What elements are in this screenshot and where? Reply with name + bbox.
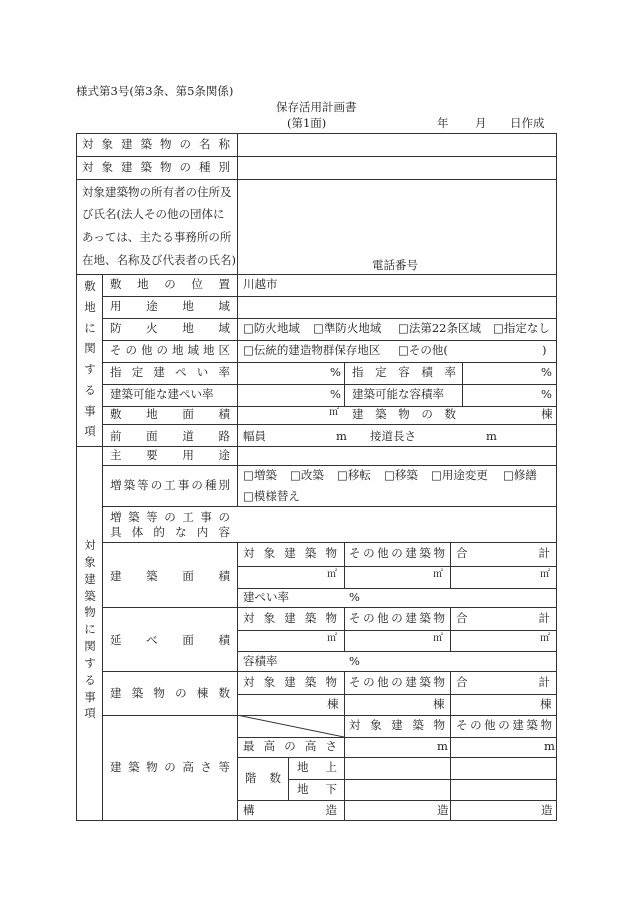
below-ground-label: 地 下 (297, 782, 337, 796)
rule (344, 607, 345, 651)
rule (344, 715, 345, 821)
height-target-header: 対 象 建 築 物 (349, 718, 445, 732)
work-option-use-change[interactable]: □用途変更 (431, 468, 488, 482)
work-option-extension[interactable]: □増築 (243, 468, 277, 482)
other-zone-label: そ の 他 の 地 域 地 区 (110, 343, 230, 357)
coverage-label: 指 定 建 ぺ い 率 (110, 365, 230, 379)
fire-option-fire-zone[interactable]: □防火地域 (243, 321, 300, 335)
coverage-ratio-label: 建ぺい率 (243, 590, 289, 604)
form-number: 様式第3号(第3条、第5条関係) (76, 84, 234, 98)
far-ratio-label: 容積率 (243, 654, 278, 668)
rule (450, 671, 451, 715)
road-width-unit: m (336, 429, 347, 443)
owner-label-line3: あっては、主たる事務所の所 (82, 230, 232, 244)
above-ground-label: 地 上 (297, 760, 337, 774)
building-area-other-unit: ㎡ (433, 569, 443, 580)
count-target-unit: 棟 (327, 697, 339, 711)
height-other-header: そ の 他 の 建 築 物 (456, 718, 552, 732)
building-area-target-unit: ㎡ (327, 569, 337, 580)
year-label: 年 (437, 116, 449, 130)
road-label: 前 面 道 路 (110, 429, 230, 443)
site-area-unit: ㎡ (329, 407, 339, 418)
floor-area-target-unit: ㎡ (327, 633, 337, 644)
max-height-other-unit: m (544, 739, 555, 753)
structure-other-unit: 造 (541, 803, 553, 817)
count-target-header: 対 象 建 築 物 (243, 675, 337, 689)
building-area-other-header: そ の 他 の 建 築 物 (349, 546, 445, 560)
building-area-target-header: 対 象 建 築 物 (243, 546, 337, 560)
owner-label-line4: 在地、名称及び代表者の氏名) (82, 253, 236, 267)
fire-option-none[interactable]: □指定なし (493, 321, 550, 335)
far-label: 指 定 容 積 率 (352, 365, 456, 379)
floors-label: 階 数 (245, 771, 281, 785)
fire-zone-label: 防 火 地 域 (110, 321, 230, 335)
rule (237, 800, 557, 801)
rule (102, 671, 557, 672)
rule (102, 506, 557, 507)
rule (76, 274, 557, 275)
created-date-label: 日作成 (510, 116, 545, 130)
frontage-label: 接道長さ (370, 429, 416, 443)
floor-area-other-header: そ の 他 の 建 築 物 (349, 611, 445, 625)
rule (237, 651, 557, 652)
site-location-value: 川越市 (243, 277, 278, 291)
form-title: 保存活用計画書 (276, 100, 357, 114)
rule (102, 318, 557, 319)
use-zone-label: 用 途 地 域 (110, 299, 230, 313)
coverage-percent: % (330, 365, 341, 379)
work-option-transfer[interactable]: □移築 (384, 468, 418, 482)
fire-option-article22[interactable]: □法第22条区域 (398, 321, 481, 335)
count-other-unit: 棟 (433, 697, 445, 711)
work-detail-line1: 増 築 等 の 工 事 の (110, 510, 230, 524)
rule (237, 757, 557, 758)
other-zone-close-paren: ) (542, 343, 547, 357)
building-area-total-unit: ㎡ (540, 569, 550, 580)
rule (237, 133, 238, 274)
building-count-label: 建 築 物 の 数 (352, 407, 456, 421)
floor-area-total-header: 合 計 (456, 611, 550, 625)
rule (450, 715, 451, 821)
allowed-coverage-percent: % (330, 387, 341, 401)
rule (288, 757, 289, 800)
floor-area-total-unit: ㎡ (540, 633, 550, 644)
main-use-label: 主 要 用 途 (110, 448, 230, 462)
phone-label: 電話番号 (372, 258, 418, 272)
rule (450, 607, 451, 651)
rule (102, 542, 557, 543)
other-zone-historic-option[interactable]: □伝統的建造物群保存地区 (243, 343, 381, 357)
allowed-far-percent: % (541, 387, 552, 401)
rule (288, 779, 557, 780)
fire-option-quasi-fire-zone[interactable]: □準防火地域 (313, 321, 382, 335)
rule (237, 630, 557, 631)
height-section-label: 建 築 物 の 高 さ 等 (110, 760, 230, 774)
rule (102, 465, 557, 466)
rule (102, 607, 557, 608)
other-zone-other-option[interactable]: □その他( (398, 343, 448, 357)
rule (76, 446, 557, 447)
count-other-header: そ の 他 の 建 築 物 (349, 675, 445, 689)
rule (237, 737, 557, 738)
rule (76, 156, 557, 157)
owner-label-line2: び氏名(法人その他の団体に (82, 207, 225, 221)
far-percent: % (541, 365, 552, 379)
page-indicator: (第1面) (287, 116, 327, 130)
building-group-label: 対 象 建 築 物 に 関 す る 事 項 (84, 538, 96, 721)
rule (237, 542, 238, 821)
rule (237, 566, 557, 567)
site-location-label: 敷 地 の 位 置 (110, 277, 230, 291)
rule (102, 384, 557, 385)
building-count-section-label: 建 築 物 の 棟 数 (110, 686, 230, 700)
allowed-far-label: 建築可能な容積率 (352, 387, 444, 401)
frontage-unit: m (486, 429, 497, 443)
rule (462, 362, 463, 406)
rule (102, 424, 557, 425)
far-ratio-percent: % (349, 654, 360, 668)
rule (450, 542, 451, 588)
work-option-repair[interactable]: □修繕 (503, 468, 537, 482)
site-area-label: 敷 地 面 積 (110, 407, 230, 421)
max-height-target-unit: m (437, 739, 448, 753)
rule (237, 694, 557, 695)
count-total-unit: 棟 (540, 697, 552, 711)
allowed-coverage-label: 建築可能な建ぺい率 (110, 387, 214, 401)
rule (344, 542, 345, 588)
structure-label: 構 造 (243, 803, 337, 817)
building-type-label: 対 象 建 築 物 の 種 別 (82, 160, 230, 174)
count-total-header: 合 計 (456, 675, 550, 689)
rule (102, 340, 557, 341)
owner-label-line1: 対象建築物の所有者の住所及 (82, 185, 232, 199)
month-label: 月 (475, 116, 487, 130)
rule (102, 362, 557, 363)
rule (102, 274, 103, 821)
max-height-label: 最 高 の 高 さ (243, 739, 337, 753)
rule (344, 671, 345, 715)
work-detail-line2: 具 体 的 な 内 容 (110, 525, 230, 539)
coverage-ratio-percent: % (349, 590, 360, 604)
floor-area-other-unit: ㎡ (433, 633, 443, 644)
rule (102, 296, 557, 297)
work-type-label: 増 築 等 の 工 事 の 種 別 (110, 478, 230, 492)
floor-area-label: 延 べ 面 積 (110, 633, 230, 647)
work-option-remodel[interactable]: □模様替え (243, 489, 300, 503)
rule (76, 179, 557, 180)
road-width-label: 幅員 (243, 429, 266, 443)
rule (237, 274, 238, 446)
work-option-rebuild[interactable]: □改築 (290, 468, 324, 482)
building-name-label: 対 象 建 築 物 の 名 称 (82, 137, 230, 151)
work-option-relocation[interactable]: □移転 (337, 468, 371, 482)
site-group-label: 敷 地 に 関 す る 事 項 (84, 279, 96, 439)
diagonal-rule (237, 715, 344, 737)
building-area-label: 建 築 面 積 (110, 569, 230, 583)
rule (237, 446, 238, 506)
rule (344, 362, 345, 406)
building-area-total-header: 合 計 (456, 546, 550, 560)
floor-area-target-header: 対 象 建 築 物 (243, 611, 337, 625)
rule (237, 588, 557, 589)
building-count-unit: 棟 (541, 407, 553, 421)
structure-target-unit: 造 (437, 803, 449, 817)
